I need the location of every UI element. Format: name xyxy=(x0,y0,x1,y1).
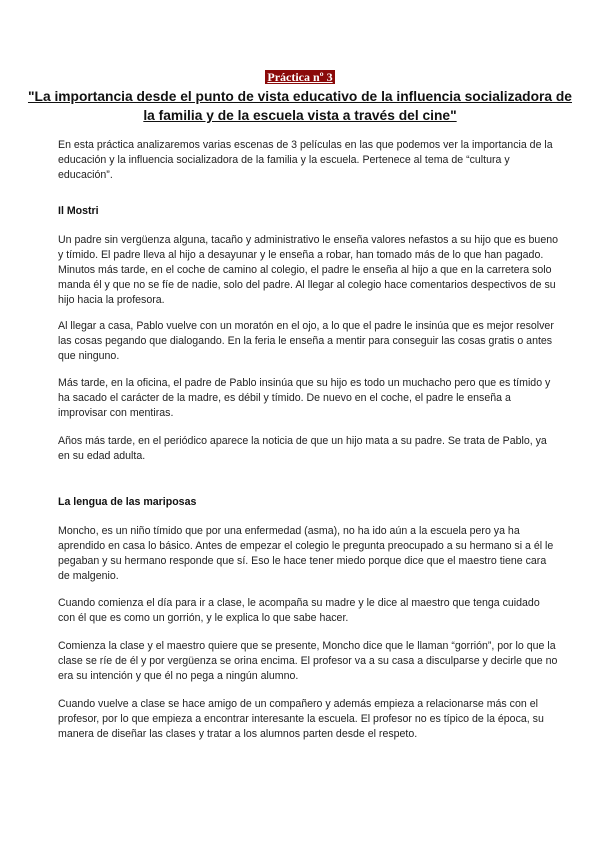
paragraph: Al llegar a casa, Pablo vuelve con un moratón en el ojo, a lo que el padre le insinúa que es mejor resolver las cosas pegando que dialogando. En la feria le enseña a mentir para conseguir las cosas gratis o antes que ninguno. xyxy=(58,320,554,362)
paragraph: Cuando vuelve a clase se hace amigo de un compañero y además empieza a relacionarse más con el profesor, por lo que empieza a encontrar interesante la escuela. El profesor no es típico de la época, su manera de diseñar las clases y tratar a los alumnos parten desde el respeto. xyxy=(58,698,544,740)
section-heading-lengua-mariposas: La lengua de las mariposas xyxy=(58,496,197,508)
paragraph: Moncho, es un niño tímido que por una enfermedad (asma), no ha ido aún a la escuela pero ya ha aprendido en casa lo básico. Antes de empezar el colegio le pregunta preocupado a su hermano si a él le pegaban y su hermano responde que sí. Eso le hace tener miedo porque dice que el maestro tiene cara de malgenio. xyxy=(58,525,554,582)
paragraph: Años más tarde, en el periódico aparece la noticia de que un hijo mata a su padre. Se trata de Pablo, ya en su edad adulta. xyxy=(58,435,547,462)
paragraph: Más tarde, en la oficina, el padre de Pablo insinúa que su hijo es todo un muchacho pero que es tímido y ha sacado el carácter de la madre, es débil y tímido. De nuevo en el coche, el padre le enseña a improvisar con mentiras. xyxy=(58,377,551,419)
paragraph: Comienza la clase y el maestro quiere que se presente, Moncho dice que le llaman “gorrión”, por lo que la clase se ríe de él y por vergüenza se orina encima. El profesor va a su casa a disculparse y decirle que no era su intención y que él no pega a ningún alumno. xyxy=(58,640,558,682)
practice-label: Práctica nº 3 xyxy=(267,70,333,84)
paragraph: Cuando comienza el día para ir a clase, le acompaña su madre y le dice al maestro que tenga cuidado con él que es como un gorrión, y le explica lo que sabe hacer. xyxy=(58,597,540,624)
document-title: "La importancia desde el punto de vista educativo de la influencia socializadora de la familia y de la escuela vista a través del cine" xyxy=(27,89,572,123)
paragraph: Un padre sin vergüenza alguna, tacaño y administrativo le enseña valores nefastos a su hijo que es bueno y tímido. El padre lleva al hijo a desayunar y le enseña a robar, han tomado más de lo que han pagado. Minutos más tarde, en el coche de camino al colegio, el padre le enseña al hijo a que en la carretera solo manda él y que no se fíe de nadie, solo del padre. Al llegar al colegio hace comentarios despectivos de su hijo hacia la profesora. xyxy=(58,234,558,306)
section-heading-il-mostri: Il Mostri xyxy=(58,205,99,217)
intro-paragraph: En esta práctica analizaremos varias escenas de 3 películas en las que podemos ver la importancia de la educación y la influencia socializadora de la familia y la escuela. Pertenece al tema de “cultura y educación”. xyxy=(58,139,553,181)
